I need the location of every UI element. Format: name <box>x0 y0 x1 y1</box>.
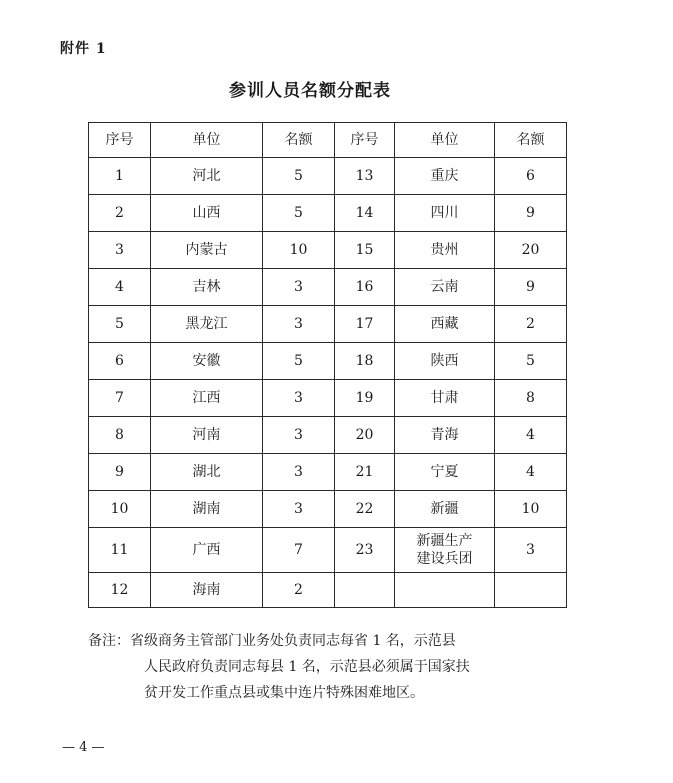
unit-cell: 青海 <box>395 417 495 454</box>
quota-cell: 10 <box>495 491 567 528</box>
table-row <box>89 491 567 528</box>
index-cell: 2 <box>89 195 151 232</box>
index-cell: 7 <box>89 380 151 417</box>
unit-cell: 河北 <box>151 158 263 195</box>
unit-cell: 西藏 <box>395 306 495 343</box>
quota-cell: 3 <box>263 306 335 343</box>
unit-cell: 云南 <box>395 269 495 306</box>
index-cell: 18 <box>335 343 395 380</box>
quota-cell: 3 <box>263 417 335 454</box>
unit-cell: 安徽 <box>151 343 263 380</box>
unit-cell: 黑龙江 <box>151 306 263 343</box>
header-quota-left: 名额 <box>263 123 335 158</box>
unit-cell: 湖北 <box>151 454 263 491</box>
unit-cell <box>395 573 495 608</box>
unit-cell: 陕西 <box>395 343 495 380</box>
unit-cell-multiline <box>395 528 495 573</box>
header-unit-left: 单位 <box>151 123 263 158</box>
index-cell: 20 <box>335 417 395 454</box>
unit-cell: 河南 <box>151 417 263 454</box>
remarks-line: 人民政府负责同志每县 1 名，示范县必须属于国家扶 <box>144 659 470 675</box>
index-cell: 23 <box>335 528 395 573</box>
table-row <box>89 528 567 573</box>
unit-cell: 海南 <box>151 573 263 608</box>
quota-cell: 3 <box>495 528 567 573</box>
table-row <box>89 343 567 380</box>
table-row <box>89 380 567 417</box>
table-row <box>89 454 567 491</box>
quota-cell: 6 <box>495 158 567 195</box>
unit-cell: 四川 <box>395 195 495 232</box>
unit-cell: 江西 <box>151 380 263 417</box>
page-number: — 4 — <box>62 740 105 755</box>
unit-cell: 宁夏 <box>395 454 495 491</box>
index-cell: 15 <box>335 232 395 269</box>
quota-cell: 3 <box>263 491 335 528</box>
table-row <box>89 417 567 454</box>
unit-cell: 湖南 <box>151 491 263 528</box>
quota-cell: 5 <box>263 343 335 380</box>
index-cell: 12 <box>89 573 151 608</box>
quota-cell: 3 <box>263 269 335 306</box>
unit-line: 建设兵团 <box>416 551 473 567</box>
header-unit-right: 单位 <box>395 123 495 158</box>
quota-cell: 7 <box>263 528 335 573</box>
unit-cell: 吉林 <box>151 269 263 306</box>
table-row <box>89 232 567 269</box>
quota-cell: 20 <box>495 232 567 269</box>
table-row <box>89 306 567 343</box>
header-index-left: 序号 <box>89 123 151 158</box>
quota-cell: 9 <box>495 269 567 306</box>
index-cell: 13 <box>335 158 395 195</box>
table-header-row <box>89 123 567 158</box>
document-title: 参训人员名额分配表 <box>229 81 391 101</box>
unit-cell: 山西 <box>151 195 263 232</box>
allocation-table <box>88 122 567 608</box>
quota-cell: 5 <box>263 195 335 232</box>
quota-cell: 2 <box>495 306 567 343</box>
index-cell: 1 <box>89 158 151 195</box>
index-cell: 5 <box>89 306 151 343</box>
table-row <box>89 195 567 232</box>
index-cell: 4 <box>89 269 151 306</box>
index-cell: 8 <box>89 417 151 454</box>
index-cell: 14 <box>335 195 395 232</box>
quota-cell: 2 <box>263 573 335 608</box>
table-row <box>89 269 567 306</box>
quota-cell: 3 <box>263 380 335 417</box>
remarks-line: 贫开发工作重点县或集中连片特殊困难地区。 <box>144 685 424 701</box>
header-index-right: 序号 <box>335 123 395 158</box>
index-cell <box>335 573 395 608</box>
quota-cell: 8 <box>495 380 567 417</box>
index-cell: 10 <box>89 491 151 528</box>
quota-cell <box>495 573 567 608</box>
index-cell: 21 <box>335 454 395 491</box>
unit-cell: 内蒙古 <box>151 232 263 269</box>
unit-cell: 重庆 <box>395 158 495 195</box>
remarks-line: 备注：省级商务主管部门业务处负责同志每省 1 名，示范县 <box>88 633 456 649</box>
quota-cell: 5 <box>495 343 567 380</box>
index-cell: 16 <box>335 269 395 306</box>
attachment-label: 附件 1 <box>60 41 107 57</box>
table-row <box>89 573 567 608</box>
quota-cell: 5 <box>263 158 335 195</box>
quota-cell: 4 <box>495 454 567 491</box>
index-cell: 22 <box>335 491 395 528</box>
unit-cell: 广西 <box>151 528 263 573</box>
unit-cell: 贵州 <box>395 232 495 269</box>
index-cell: 11 <box>89 528 151 573</box>
quota-cell: 9 <box>495 195 567 232</box>
index-cell: 17 <box>335 306 395 343</box>
unit-cell: 新疆 <box>395 491 495 528</box>
remarks <box>88 628 588 706</box>
index-cell: 9 <box>89 454 151 491</box>
index-cell: 3 <box>89 232 151 269</box>
index-cell: 19 <box>335 380 395 417</box>
index-cell: 6 <box>89 343 151 380</box>
quota-cell: 3 <box>263 454 335 491</box>
quota-cell: 10 <box>263 232 335 269</box>
header-quota-right: 名额 <box>495 123 567 158</box>
unit-cell: 甘肃 <box>395 380 495 417</box>
table-row <box>89 158 567 195</box>
unit-line: 新疆生产 <box>416 532 473 549</box>
quota-cell: 4 <box>495 417 567 454</box>
